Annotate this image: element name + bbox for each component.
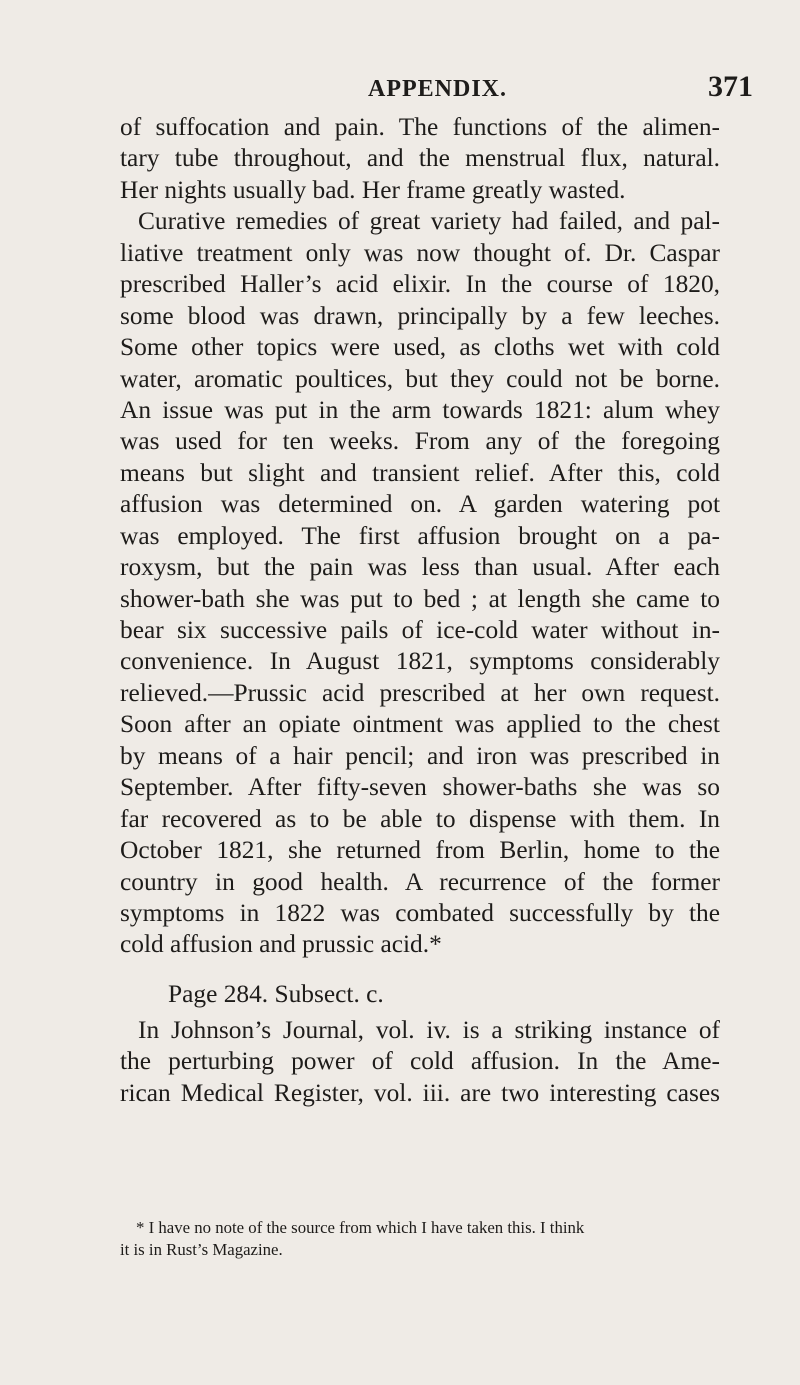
text-line: Soon after an opiate ointment was applied to the chest	[120, 710, 720, 739]
footnote-line: it is in Rust’s Magazine.	[120, 1240, 283, 1259]
text-line: affusion was determined on. A garden watering pot	[120, 490, 720, 519]
text-line: country in good health. A recurrence of the former	[120, 867, 720, 896]
text-line: Curative remedies of great variety had failed, and pal-	[138, 207, 720, 236]
section-heading: Page 284. Subsect. c.	[168, 979, 384, 1008]
footnote-line: * I have no note of the source from which I have taken this. I think	[136, 1218, 585, 1237]
text-line: the perturbing power of cold affusion. In the Ame-	[120, 1047, 720, 1076]
text-line: In Johnson’s Journal, vol. iv. is a striking instance of	[138, 1015, 720, 1044]
text-line: cold affusion and prussic acid.*	[120, 930, 442, 959]
text-line: of suffocation and pain. The functions of the alimen-	[120, 113, 720, 141]
page-number: 371	[708, 70, 753, 103]
text-line: roxysm, but the pain was less than usual. After each	[120, 553, 720, 582]
text-line: far recovered as to be able to dispense with them. In	[120, 804, 720, 833]
footnote	[120, 1217, 720, 1261]
running-title: APPENDIX.	[368, 76, 507, 102]
text-line: rican Medical Register, vol. iii. are two interesting cases	[120, 1078, 720, 1107]
text-line: An issue was put in the arm towards 1821: alum whey	[120, 395, 720, 424]
text-line: Some other topics were used, as cloths wet with cold	[120, 333, 720, 362]
text-line: prescribed Haller’s acid elixir. In the course of 1820,	[120, 270, 720, 299]
text-line: means but slight and transient relief. After this, cold	[120, 458, 720, 487]
text-line: October 1821, she returned from Berlin, home to the	[120, 836, 720, 865]
text-line: was used for ten weeks. From any of the foregoing	[120, 427, 720, 456]
text-line: bear six successive pails of ice-cold water without in-	[120, 616, 720, 644]
running-header	[0, 64, 800, 104]
text-line: some blood was drawn, principally by a few leeches.	[120, 301, 720, 330]
text-line: by means of a hair pencil; and iron was prescribed in	[120, 741, 720, 770]
text-line: tary tube throughout, and the menstrual flux, natural.	[120, 144, 720, 173]
text-line: was employed. The first affusion brought on a pa-	[120, 521, 720, 550]
text-line: September. After fifty-seven shower-baths she was so	[120, 773, 720, 802]
text-line: convenience. In August 1821, symptoms considerably	[120, 647, 720, 676]
text-line: shower-bath she was put to bed ; at length she came to	[120, 584, 720, 613]
text-line: liative treatment only was now thought of. Dr. Caspar	[120, 238, 720, 267]
text-line: water, aromatic poultices, but they could not be borne.	[120, 364, 720, 393]
text-line: Her nights usually bad. Her frame greatly wasted.	[120, 175, 626, 204]
body-text	[120, 112, 720, 1109]
text-line: relieved.—Prussic acid prescribed at her own request.	[120, 678, 720, 707]
text-line: symptoms in 1822 was combated successfully by the	[120, 898, 720, 927]
